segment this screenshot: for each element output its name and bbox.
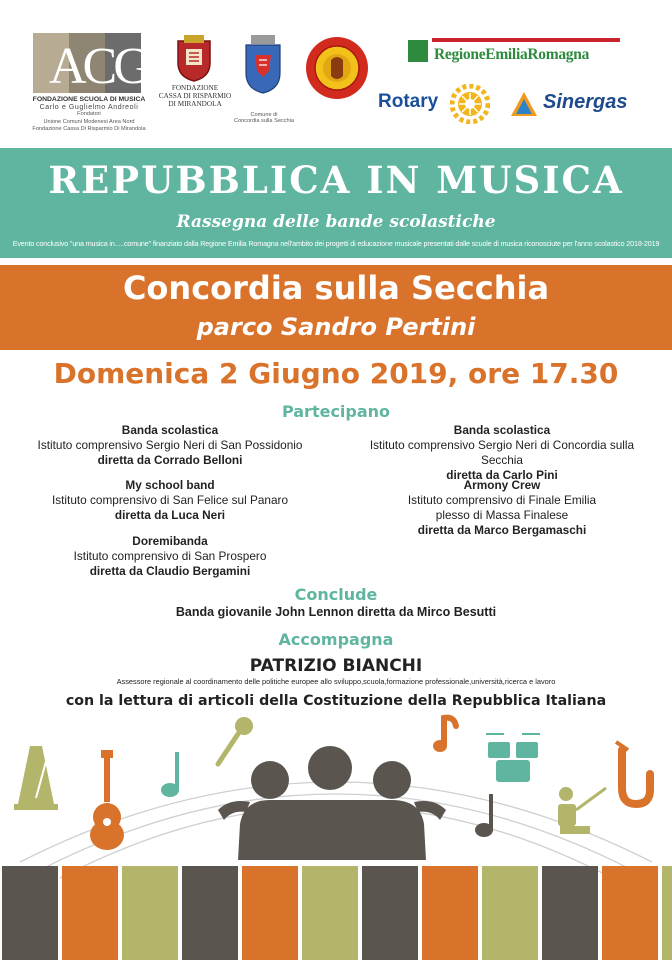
acg-founders-label: Fondatori bbox=[77, 111, 101, 117]
band-name: Banda scolastica bbox=[121, 423, 219, 437]
venue-banner bbox=[0, 265, 672, 350]
piano-key bbox=[482, 866, 538, 960]
cassa-line1: FONDAZIONE bbox=[171, 84, 219, 92]
band-left-2 bbox=[20, 478, 320, 523]
event-date: Domenica 2 Giugno 2019, ore 17.30 bbox=[53, 357, 619, 390]
logo-strip bbox=[0, 0, 672, 145]
conclude-heading: Conclude bbox=[294, 585, 378, 604]
piano-key bbox=[662, 866, 672, 960]
band-name: Armony Crew bbox=[463, 478, 541, 492]
band-school: Istituto comprensivo di Finale Emilia bbox=[407, 493, 597, 507]
band-name: My school band bbox=[125, 478, 215, 492]
event-note: Evento conclusivo "una musica in.....comune" finanziato dalla Regione Emilia Romagna nell'ambito dei progetti di educazione musicale presentati dalle scuole di musica riconosciute per l'anno scolastico 2018-2019 bbox=[12, 239, 660, 248]
comune-line1: Comune di bbox=[250, 112, 278, 118]
band-school: Istituto comprensivo Sergio Neri di Concordia sulla Secchia bbox=[369, 438, 635, 467]
piano-key bbox=[242, 866, 298, 960]
band-school: Istituto comprensivo Sergio Neri di San Possidonio bbox=[37, 438, 303, 452]
cassa-line3: DI MIRANDOLA bbox=[168, 100, 222, 108]
piano-key bbox=[542, 866, 598, 960]
partecipano-heading: Partecipano bbox=[281, 402, 391, 421]
piano-key bbox=[422, 866, 478, 960]
acg-logo bbox=[33, 33, 147, 95]
band-director: diretta da Corrado Belloni bbox=[97, 453, 243, 467]
metronome-icon bbox=[14, 746, 58, 810]
band-left-1 bbox=[20, 423, 320, 468]
band-director: diretta da Marco Bergamaschi bbox=[417, 523, 587, 537]
band-name: Banda scolastica bbox=[453, 423, 551, 437]
cassa-line2: CASSA DI RISPARMIO bbox=[158, 92, 232, 100]
reading-line: con la lettura di articoli della Costituzione della Repubblica Italiana bbox=[65, 693, 607, 709]
note-icon-brown bbox=[475, 794, 493, 837]
sinergas-mark-icon bbox=[510, 90, 538, 118]
comune-crest-icon bbox=[243, 35, 283, 97]
microphone-icon bbox=[218, 717, 253, 764]
acg-name-line1: FONDAZIONE SCUOLA DI MUSICA bbox=[32, 96, 146, 103]
venue-place: Concordia sulla Secchia bbox=[122, 269, 550, 307]
regione-name: RegioneEmiliaRomagna bbox=[434, 46, 590, 63]
guitar-icon bbox=[90, 750, 124, 850]
conclude-band: Banda giovanile John Lennon diretta da Mirco Besutti bbox=[175, 605, 497, 619]
filarmonica-seal-icon bbox=[305, 36, 369, 100]
accompagna-heading: Accompagna bbox=[278, 630, 394, 649]
rotary-wheel-icon bbox=[450, 84, 490, 124]
piano-key bbox=[182, 866, 238, 960]
music-illustration bbox=[0, 712, 672, 960]
note-icon-teal bbox=[161, 752, 179, 797]
guest-name: PATRIZIO BIANCHI bbox=[249, 656, 423, 676]
piano-key bbox=[2, 866, 58, 960]
band-director: diretta da Carlo Pini bbox=[446, 468, 558, 482]
drums-icon bbox=[486, 734, 540, 782]
band-school-2: plesso di Massa Finalese bbox=[435, 508, 569, 522]
title-banner bbox=[0, 148, 672, 258]
conductor-icon bbox=[558, 787, 606, 834]
sinergas-name: Sinergas bbox=[543, 91, 628, 113]
cassa-name bbox=[152, 84, 238, 108]
saxophone-icon bbox=[616, 742, 650, 804]
band-right-1 bbox=[352, 423, 652, 483]
piano-key bbox=[302, 866, 358, 960]
acg-name bbox=[28, 96, 150, 134]
band-director: diretta da Luca Neri bbox=[114, 508, 226, 522]
comune-line2: Concordia sulla Secchia bbox=[233, 118, 294, 125]
band-right-2 bbox=[352, 478, 652, 538]
acg-founders-line2: Fondazione Cassa Di Risparmio Di Mirandola bbox=[32, 126, 146, 132]
band-director: diretta da Claudio Bergamini bbox=[89, 564, 251, 578]
friends-icon bbox=[218, 746, 446, 860]
piano-key bbox=[122, 866, 178, 960]
regione-emilia-romagna-logo bbox=[408, 38, 620, 66]
piano-key bbox=[362, 866, 418, 960]
venue-park: parco Sandro Pertini bbox=[196, 313, 476, 341]
comune-name bbox=[225, 112, 303, 125]
note-icon-orange bbox=[433, 718, 456, 752]
piano-keys bbox=[2, 866, 672, 960]
guest-role: Assessore regionale al coordinamento delle politiche europee allo sviluppo,scuola,formazione professionale,università,ricerca e lavoro bbox=[116, 677, 556, 686]
piano-key bbox=[602, 866, 658, 960]
piano-key bbox=[62, 866, 118, 960]
acg-founders-line1: Unione Comuni Modenesi Area Nord bbox=[43, 118, 135, 125]
band-school: Istituto comprensivo di San Felice sul Panaro bbox=[51, 493, 289, 507]
event-title: REPUBBLICA IN MUSICA bbox=[48, 158, 624, 202]
acg-name-line2: Carlo e Guglielmo Andreoli bbox=[39, 103, 139, 111]
rotary-name: Rotary bbox=[378, 91, 439, 112]
event-subtitle: Rassegna delle bande scolastiche bbox=[176, 212, 496, 232]
band-name: Doremibanda bbox=[132, 534, 208, 548]
band-school: Istituto comprensivo di San Prospero bbox=[73, 549, 267, 563]
acg-letters: ACG bbox=[49, 38, 147, 95]
cassa-crest-icon bbox=[174, 35, 214, 83]
band-left-3 bbox=[20, 534, 320, 579]
